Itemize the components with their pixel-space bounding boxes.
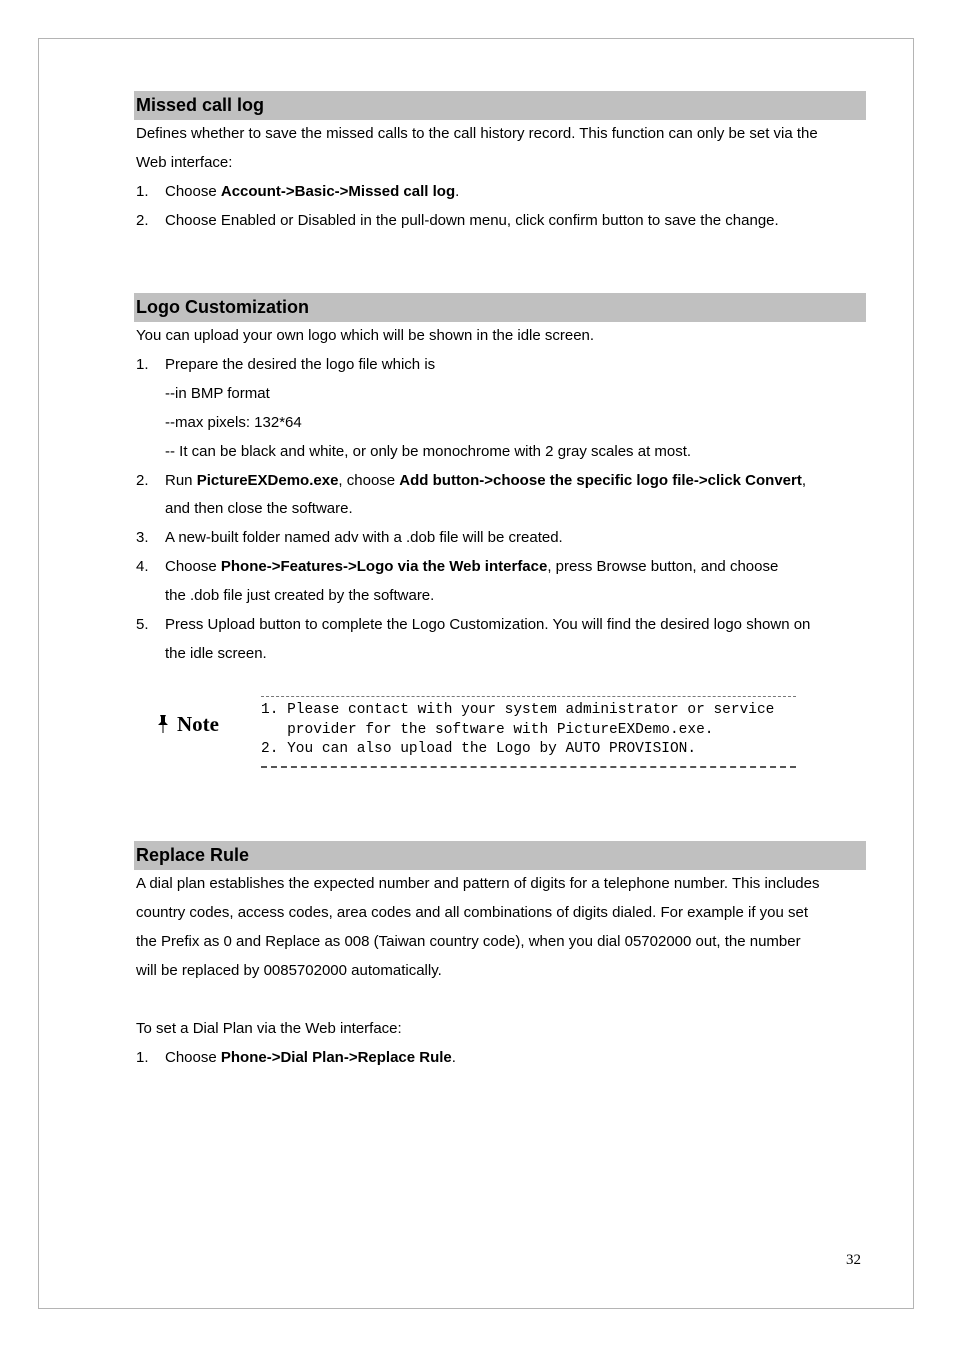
step-text: Press Upload button to complete the Logo Customization. You will find the desired logo shown on [165,616,811,633]
replace-paragraph-2: To set a Dial Plan via the Web interface: [136,1020,402,1037]
logo-step-2 [136,472,806,490]
logo-step-4-continued: the .dob file just created by the software. [165,587,435,604]
step-text: Choose Enabled or Disabled in the pull-down menu, click confirm button to save the change. [165,212,779,229]
step-text: , choose [338,472,400,489]
note-line-1: 1. Please contact with your system administrator or service [261,702,775,718]
logo-step-2-continued: and then close the software. [165,500,353,517]
note-title: Note [177,712,219,736]
menu-path: Add button->choose the specific logo file->click Convert [399,472,802,489]
program-name: PictureEXDemo.exe [196,472,339,489]
logo-step-4 [136,558,778,576]
missed-intro-line-1: Defines whether to save the missed calls to the call history record. This function can only be set via the [136,125,818,142]
list-number: 2. [136,472,149,489]
menu-path: Account->Basic->Missed call log [220,183,456,200]
step-text: Choose [165,1049,221,1066]
section-heading-logo-customization: Logo Customization [134,293,866,322]
step-text: Choose [165,183,221,200]
list-number: 2. [136,212,149,229]
step-text: Run [165,472,197,489]
logo-step-3 [136,529,563,547]
menu-path: Phone->Dial Plan->Replace Rule [220,1049,452,1066]
list-number: 1. [136,1049,149,1066]
list-number: 1. [136,356,149,373]
list-number: 1. [136,183,149,200]
logo-step-5 [136,616,810,634]
logo-intro: You can upload your own logo which will be shown in the idle screen. [136,327,595,344]
step-text: . [455,183,460,200]
step-text: Prepare the desired the logo file which is [165,356,436,373]
step-text: , [801,472,807,489]
step-text: , press Browse button, and choose [547,558,779,575]
note-line-3: 2. You can also upload the Logo by AUTO PROVISION. [261,741,697,757]
pushpin-icon [155,713,171,735]
replace-paragraph-line-3: the Prefix as 0 and Replace as 008 (Taiwan country code), when you dial 05702000 out, the number [136,933,801,950]
page-number: 32 [846,1252,861,1268]
replace-paragraph-line-4: will be replaced by 0085702000 automatically. [136,962,442,979]
note-line-2: provider for the software with PictureEXDemo.exe. [261,722,714,738]
missed-step-1 [136,183,459,201]
list-number: 3. [136,529,149,546]
list-number: 5. [136,616,149,633]
missed-intro-line-2: Web interface: [136,154,233,171]
logo-step-1 [136,356,435,374]
replace-step-1 [136,1049,456,1067]
menu-path: Phone->Features->Logo via the Web interface [220,558,548,575]
note-box [261,696,796,768]
note-label [155,710,219,738]
step-text: . [451,1049,456,1066]
logo-requirement-format: --in BMP format [165,385,270,402]
replace-paragraph-line-2: country codes, access codes, area codes and all combinations of digits dialed. For example if you set [136,904,809,921]
step-text: A new-built folder named adv with a .dob file will be created. [165,529,563,546]
logo-requirement-color: -- It can be black and white, or only be monochrome with 2 gray scales at most. [165,443,692,460]
logo-step-5-continued: the idle screen. [165,645,267,662]
logo-requirement-pixels: --max pixels: 132*64 [165,414,302,431]
missed-step-2 [136,212,779,230]
section-heading-replace-rule: Replace Rule [134,841,866,870]
step-text: Choose [165,558,221,575]
list-number: 4. [136,558,149,575]
section-heading-missed-call-log: Missed call log [134,91,866,120]
replace-paragraph-line-1: A dial plan establishes the expected number and pattern of digits for a telephone number. This includes [136,875,820,892]
